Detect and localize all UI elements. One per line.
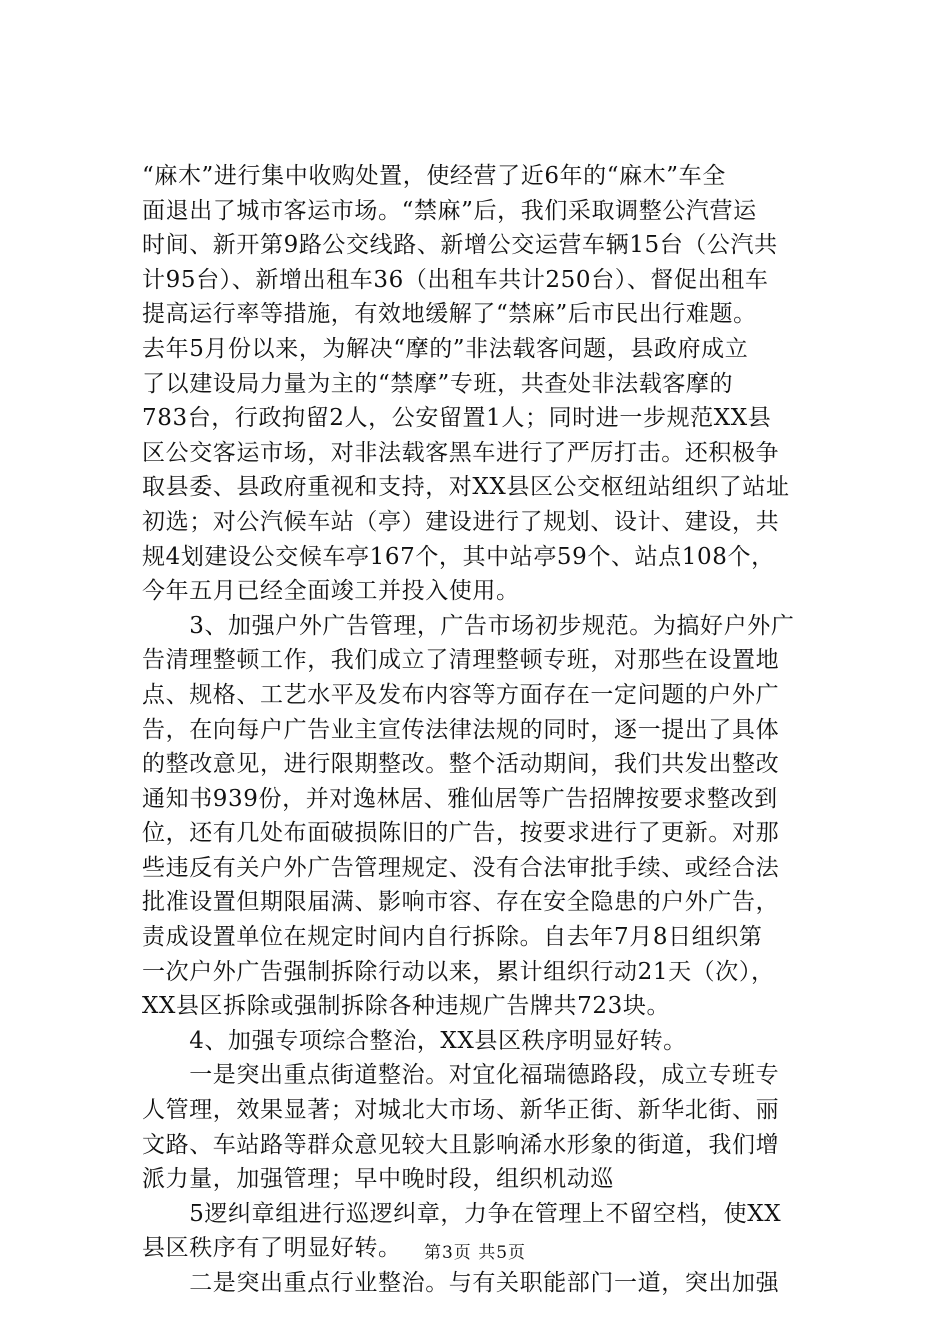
- text-line: 提高运行率等措施，有效地缓解了“禁麻”后市民出行难题。: [142, 301, 757, 328]
- text-line: 告清理整顿工作，我们成立了清理整顿专班，对那些在设置地: [142, 647, 780, 674]
- text-line: 县区秩序有了明显好转。: [142, 1235, 402, 1262]
- text-line: 计95台）、新增出租车36（出租车共计250台）、督促出租车: [142, 266, 769, 293]
- text-line: 通知书939份，并对逸林居、雅仙居等广告招牌按要求整改到: [142, 785, 778, 812]
- text-line: 责成设置单位在规定时间内自行拆除。自去年7月8日组织第: [142, 924, 763, 951]
- text-line: 一是突出重点街道整治。对宜化福瑞德路段，成立专班专: [142, 1062, 780, 1089]
- text-line: XX县区拆除或强制拆除各种违规广告牌共723块。: [142, 993, 671, 1020]
- text-line: 批准设置但期限届满、影响市容、存在安全隐患的户外广告，: [142, 889, 780, 916]
- page-number-footer: 第3页 共5页: [423, 1243, 527, 1263]
- text-line: 文路、车站路等群众意见较大且影响浠水形象的街道，我们增: [142, 1131, 780, 1158]
- text-line: 3、加强户外广告管理，广告市场初步规范。为搞好户外广: [142, 612, 795, 639]
- text-line: 783台，行政拘留2人，公安留置1人；同时进一步规范XX县: [142, 405, 772, 432]
- text-line: 了以建设局力量为主的“禁摩”专班，共查处非法载客摩的: [142, 370, 734, 397]
- document-body: [142, 159, 842, 1301]
- text-line: 初选；对公汽候车站（亭）建设进行了规划、设计、建设，共: [142, 508, 780, 535]
- text-line: 些违反有关户外广告管理规定、没有合法审批手续、或经合法: [142, 854, 780, 881]
- text-line: 区公交客运市场，对非法载客黑车进行了严厉打击。还积极争: [142, 439, 780, 466]
- text-line: 面退出了城市客运市场。“禁麻”后，我们采取调整公汽营运: [142, 197, 757, 224]
- text-line: 取县委、县政府重视和支持，对XX县区公交枢纽站组织了站址: [142, 474, 790, 501]
- text-line: 点、规格、工艺水平及发布内容等方面存在一定问题的户外广: [142, 681, 780, 708]
- text-line: 人管理，效果显著；对城北大市场、新华正街、新华北街、丽: [142, 1097, 780, 1124]
- text-line: “麻木”进行集中收购处置，使经营了近6年的“麻木”车全: [142, 163, 726, 189]
- text-line: 时间、新开第9路公交线路、新增公交运营车辆15台（公汽共: [142, 232, 778, 259]
- text-line: 位，还有几处布面破损陈旧的广告，按要求进行了更新。对那: [142, 820, 780, 847]
- text-line: 派力量，加强管理；早中晚时段，组织机动巡: [142, 1166, 614, 1193]
- text-line: 一次户外广告强制拆除行动以来，累计组织行动21天（次），: [142, 958, 775, 985]
- text-line: 今年五月已经全面竣工并投入使用。: [142, 578, 520, 605]
- text-line: 4、加强专项综合整治，XX县区秩序明显好转。: [142, 1027, 687, 1054]
- text-line: 规4划建设公交候车亭167个，其中站亭59个、站点108个，: [142, 543, 775, 570]
- text-line: 二是突出重点行业整治。与有关职能部门一道，突出加强: [142, 1270, 780, 1296]
- text-line: 5逻纠章组进行巡逻纠章，力争在管理上不留空档，使XX: [142, 1200, 782, 1227]
- text-line: 去年5月份以来，为解决“摩的”非法载客问题，县政府成立: [142, 335, 749, 362]
- text-line: 的整改意见，进行限期整改。整个活动期间，我们共发出整改: [142, 751, 780, 778]
- text-line: 告，在向每户广告业主宣传法律法规的同时，逐一提出了具体: [142, 716, 780, 743]
